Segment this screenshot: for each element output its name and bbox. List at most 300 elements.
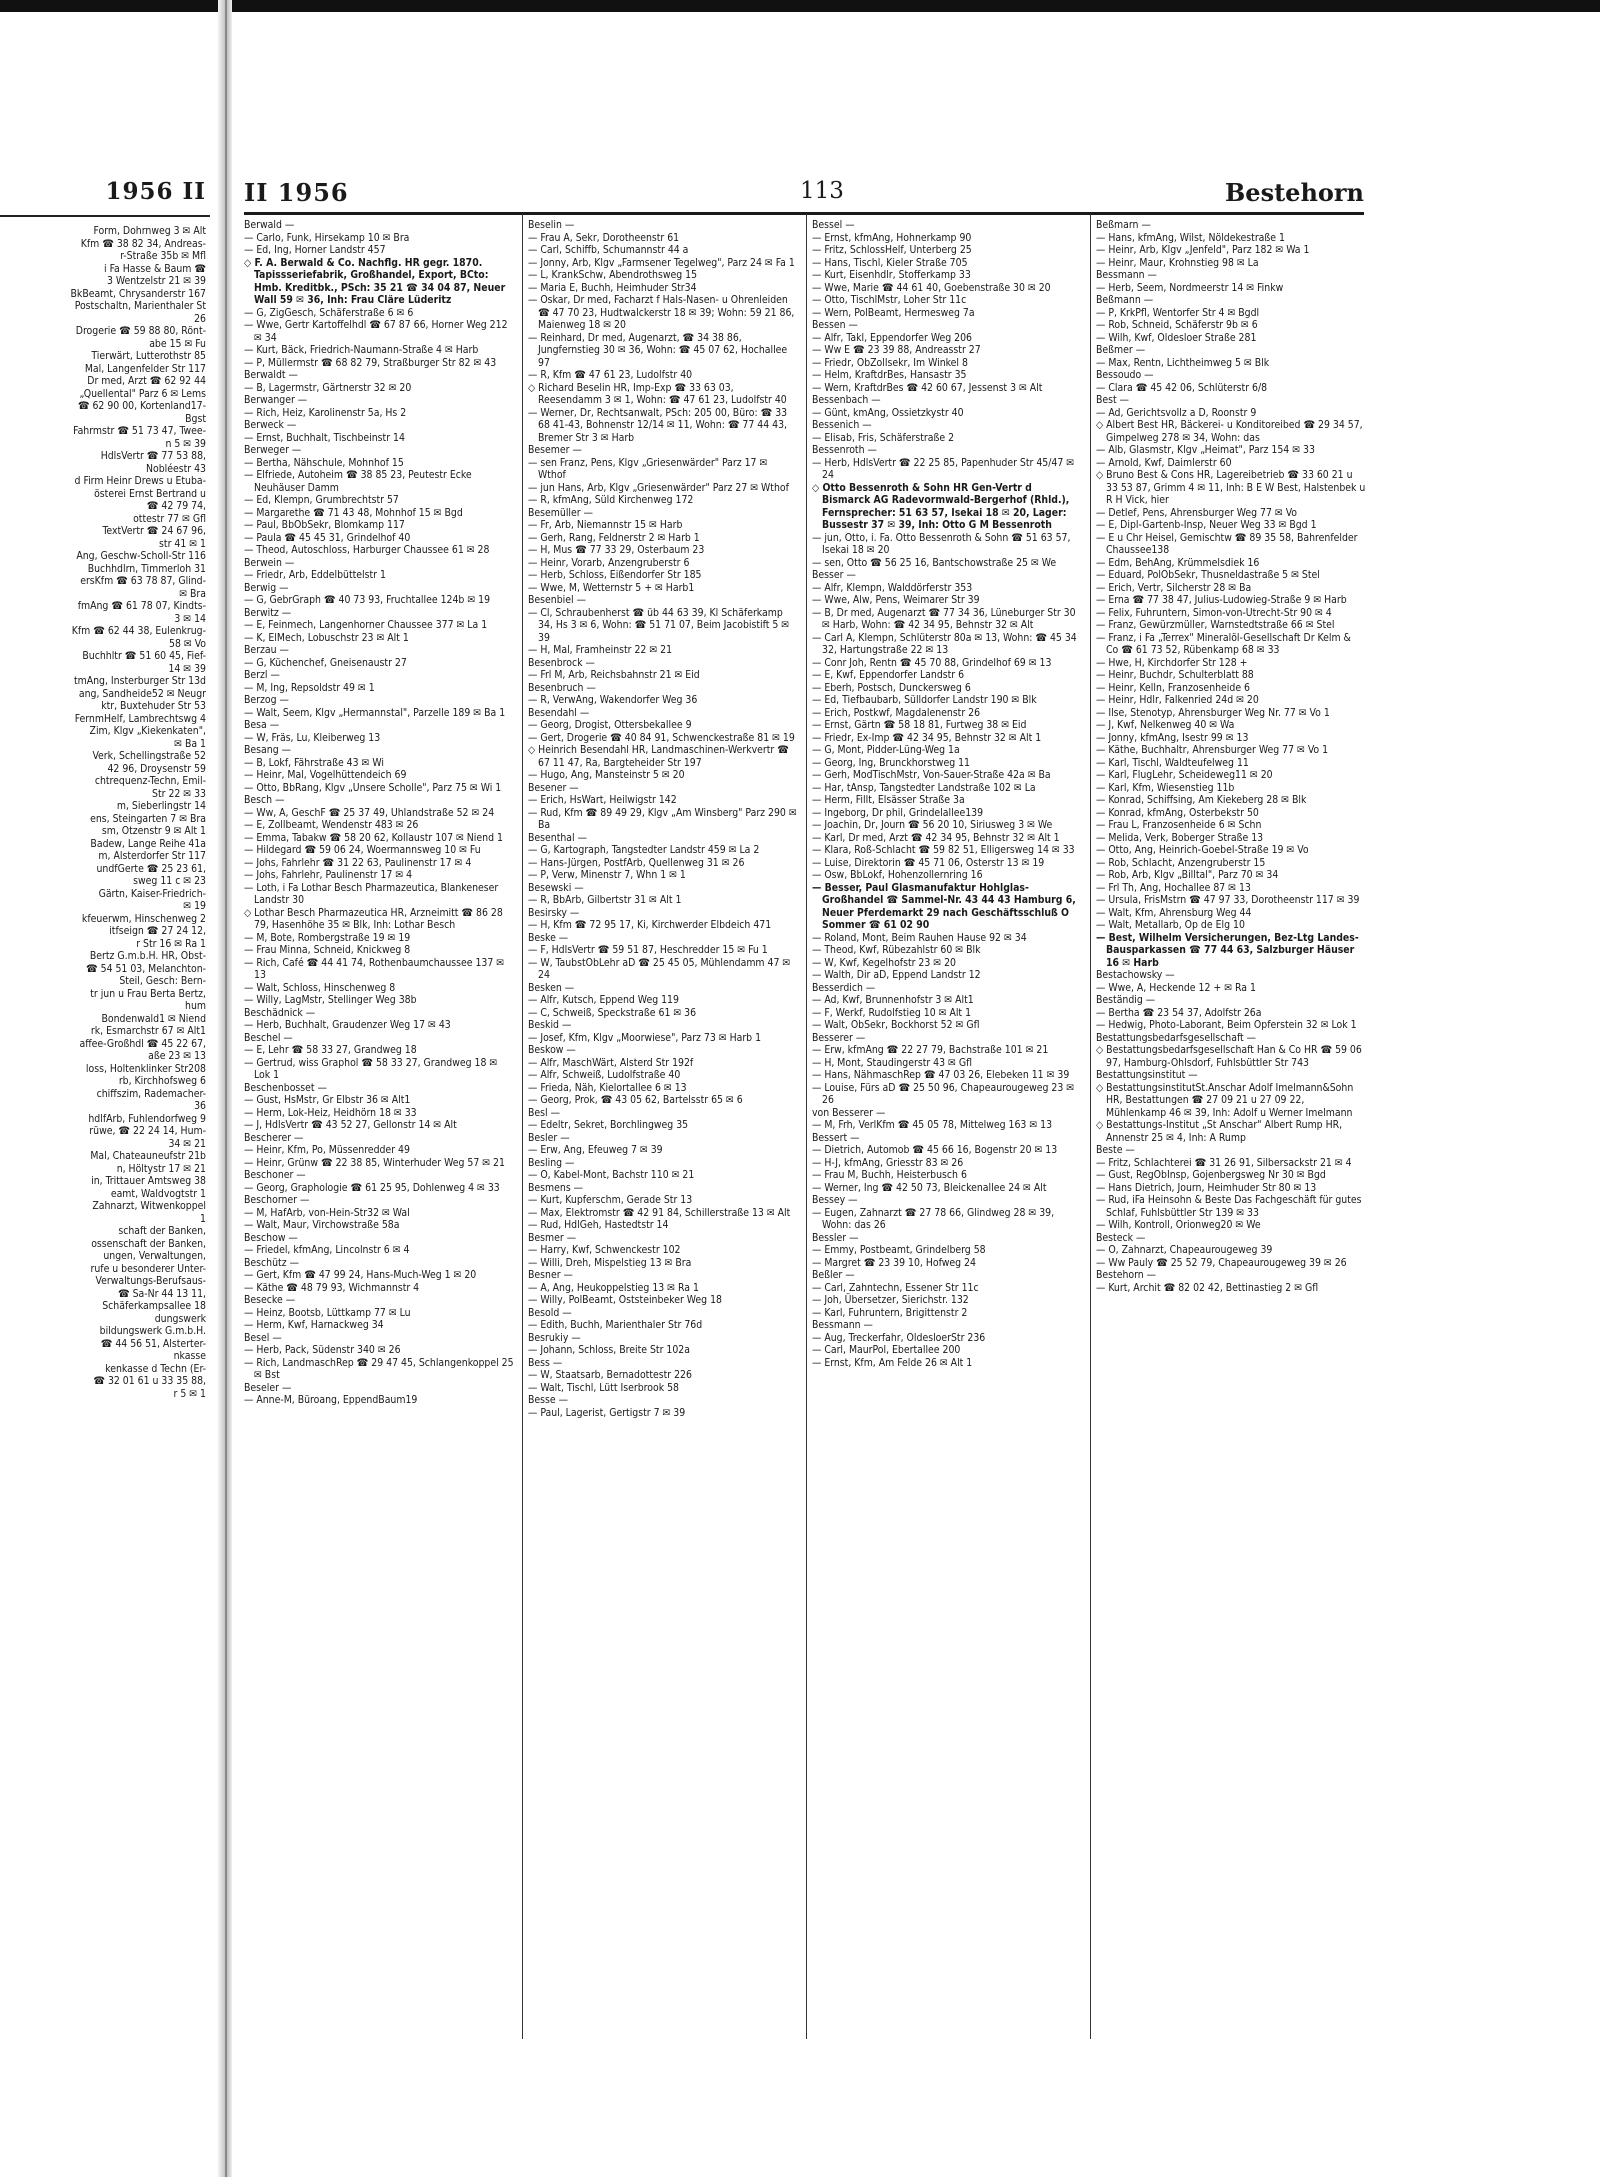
directory-entry: Besel — <box>244 1331 282 1344</box>
directory-entry: — M, Ing, Repsoldstr 49 ✉ 1 <box>244 681 375 694</box>
directory-entry: — Georg, Drogist, Ottersbekallee 9 <box>528 719 692 731</box>
directory-entry: — Willy, PolBeamt, Oststeinbeker Weg 18 <box>528 1294 722 1306</box>
previous-page-line: Str 22 ✉ 33 <box>152 787 206 800</box>
directory-entry: — Carl, Zahntechn, Essener Str 11c <box>812 1281 979 1294</box>
directory-entry: — Konrad, Schiffsing, Am Kiekeberg 28 ✉ Blk <box>1096 794 1307 806</box>
directory-entry: Bessler — <box>812 1231 859 1244</box>
directory-entry: Besmens — <box>528 1181 584 1194</box>
previous-page-line: hum <box>185 1000 206 1012</box>
previous-page-line: „Quellental" Parz 6 ✉ Lems <box>79 387 206 400</box>
directory-entry: Berwein — <box>244 556 295 569</box>
previous-page-line: Dr med, Arzt ☎ 62 92 44 <box>87 375 206 387</box>
previous-page-line: Kfm ☎ 62 44 38, Eulenkrug- <box>71 625 206 637</box>
previous-page-rule <box>0 215 210 217</box>
previous-page-line: n, Höltystr 17 ✉ 21 <box>116 1162 206 1175</box>
directory-entry: — B, Lagermstr, Gärtnerstr 32 ✉ 20 <box>244 381 412 394</box>
directory-entry: — Detlef, Pens, Ahrensburger Weg 77 ✉ Vo <box>1096 506 1298 519</box>
directory-entry: — Kurt, Kupferschm, Gerade Str 13 <box>528 1194 693 1206</box>
directory-entry: — Hwe, H, Kirchdorfer Str 128 + <box>1096 656 1248 669</box>
directory-entry: — Best, Wilhelm Versicherungen, Bez-Ltg Landes-Bausparkassen ☎ 77 44 63, Salzburger Häuser 16 ✉ Harb <box>1096 931 1359 969</box>
previous-page-line: ☎ Sa-Nr 44 13 11, <box>117 1287 206 1300</box>
directory-entry: — Paul, BbObSekr, Blomkamp 117 <box>244 519 405 531</box>
directory-entry: — Herb, Pack, Südenstr 340 ✉ 26 <box>244 1344 401 1356</box>
directory-entry: — R, BbArb, Gilbertstr 31 ✉ Alt 1 <box>528 894 682 906</box>
previous-page-line: 1 <box>200 1212 206 1225</box>
directory-entry: — Carlo, Funk, Hirsekamp 10 ✉ Bra <box>244 231 410 244</box>
directory-entry: — Konrad, kfmAng, Osterbekstr 50 <box>1096 806 1259 819</box>
directory-entry: — W, Fräs, Lu, Kleiberweg 13 <box>244 731 381 744</box>
directory-entry: — Carl, Schiffb, Schumannstr 44 a <box>528 244 689 256</box>
previous-page-line: Schäferkampsallee 18 <box>102 1300 206 1312</box>
previous-page-line: HdlsVertr ☎ 77 53 88, <box>100 450 206 462</box>
directory-entry: Beschorner — <box>244 1194 310 1206</box>
directory-entry: Berzog — <box>244 694 289 706</box>
directory-entry: — Erna ☎ 77 38 47, Julius-Ludowieg-Straße 9 ✉ Harb <box>1096 594 1347 606</box>
directory-entry: — Karl, Kfm, Wiesenstieg 11b <box>1096 781 1235 794</box>
directory-entry: ◇ BestattungsinstitutSt.Anschar Adolf Imelmann&Sohn HR, Bestattungen ☎ 27 09 21 u 27 09 22, Mühlenkamp 46 ✉ 39, Inh: Adolf u Werner Imelmann <box>1096 1081 1354 1119</box>
directory-entry: Besse — <box>528 1394 568 1406</box>
directory-entry: ◇ Otto Bessenroth & Sohn HR Gen-Vertr d Bismarck AG Radevormwald-Bergerhof (Rhld.), Fernsprecher: 51 63 57, Isekai 18 ✉ 20, Lager: Bussestr 37 ✉ 39, Inh: Otto G M Bessenroth <box>812 481 1070 531</box>
directory-entry: — Maria E, Buchh, Heimhuder Str34 <box>528 281 697 294</box>
directory-entry: — G, Mont, Pidder-Lüng-Weg 1a <box>812 744 960 756</box>
directory-entry: Beske — <box>528 931 569 944</box>
directory-entry: — Hans, kfmAng, Wilst, Nöldekestraße 1 <box>1096 231 1285 244</box>
directory-entry: — Walt, Metallarb, Op de Elg 10 <box>1096 919 1245 931</box>
directory-entry: — Besser, Paul Glasmanufaktur Hohlglas-Großhandel ☎ Sammel-Nr. 43 44 43 Hamburg 6, Neuer Pferdemarkt 29 nach Geschäftsschluß O Sommer ☎ 61 02 90 <box>812 881 1076 931</box>
previous-page-line: Form, Dohrnweg 3 ✉ Alt <box>93 225 206 237</box>
previous-page-line: rk, Esmarchstr 67 ✉ Alt1 <box>90 1025 206 1037</box>
directory-entry: — Reinhard, Dr med, Augenarzt, ☎ 34 38 86, Jungfernstieg 30 ✉ 36, Wohn: ☎ 45 07 62, Hochallee 97 <box>528 331 788 369</box>
directory-column-1 <box>244 219 514 1407</box>
directory-entry: — Otto, TischlMstr, Loher Str 11c <box>812 294 967 306</box>
previous-page-line: nkasse <box>173 1350 206 1362</box>
directory-entry: Bessmann — <box>1096 269 1157 281</box>
page-header <box>244 178 1364 212</box>
previous-page-line: Badew, Lange Reihe 41a <box>90 837 206 850</box>
directory-entry: — Georg, Prok, ☎ 43 05 62, Bartelsstr 65 ✉ 6 <box>528 1094 743 1106</box>
directory-entry: Beselin — <box>528 219 575 231</box>
directory-entry: — Dietrich, Automob ☎ 45 66 16, Bogenstr 20 ✉ 13 <box>812 1144 1058 1156</box>
directory-entry: — Hans, NähmaschRep ☎ 47 03 26, Elebeken 11 ✉ 39 <box>812 1069 1070 1081</box>
directory-entry: — Bertha, Nähschule, Mohnhof 15 <box>244 456 404 469</box>
directory-entry: ◇ F. A. Berwald & Co. Nachflg. HR gegr. 1870. Tapissseriefabrik, Großhandel, Export, BCto: Hmb. Kreditbk., PSch: 35 21 ☎ 34 04 87, Neuer Wall 59 ✉ 36, Inh: Frau Cläre Lüderitz <box>244 256 506 306</box>
directory-entry: — Ed, Tiefbaubarb, Sülldorfer Landstr 190 ✉ Blk <box>812 694 1037 706</box>
directory-entry: Bessoudo — <box>1096 369 1154 381</box>
directory-entry: — Herb, Seem, Nordmeerstr 14 ✉ Finkw <box>1096 281 1284 294</box>
directory-entry: — Fr, Arb, Niemannstr 15 ✉ Harb <box>528 519 683 531</box>
directory-entry: — Frau A, Sekr, Dorotheenstr 61 <box>528 231 680 244</box>
directory-entry: Beßmann — <box>1096 294 1154 306</box>
previous-page-line: m, Sieberlingstr 14 <box>116 800 206 812</box>
directory-entry: Besrukiy — <box>528 1331 581 1344</box>
directory-entry: Besewski — <box>528 881 584 894</box>
directory-entry: Besner — <box>528 1269 573 1281</box>
directory-entry: Bestattungsinstitut — <box>1096 1069 1198 1081</box>
previous-page-line: affee-Großhdl ☎ 45 22 67, <box>79 1037 206 1050</box>
directory-entry: — Heinr, Hdlr, Falkenried 24d ✉ 20 <box>1096 694 1259 706</box>
previous-page-line: Zahnarzt, Witwenkoppel <box>92 1200 206 1212</box>
directory-entry: — Heinr, Maur, Krohnstieg 98 ✉ La <box>1096 256 1259 269</box>
directory-entry: Beßler — <box>812 1269 855 1281</box>
previous-page-line: undfGerte ☎ 25 23 61, <box>96 862 206 875</box>
directory-entry: — Rob, Schlacht, Anzengruberstr 15 <box>1096 856 1266 869</box>
directory-entry: — C, Schweiß, Speckstraße 61 ✉ 36 <box>528 1006 697 1019</box>
previous-page-line: Steil, Gesch: Bern- <box>119 975 206 987</box>
directory-entry: ◇ Bruno Best & Cons HR, Lagereibetrieb ☎ 33 60 21 u 33 53 87, Grimm 4 ✉ 11, Inh: B E W Best, Halstenbek u R H Vick, hier <box>1096 469 1366 506</box>
directory-entry: — Herm, Lok-Heiz, Heidhörn 18 ✉ 33 <box>244 1106 417 1119</box>
directory-entry: — Alfr, Kutsch, Eppend Weg 119 <box>528 994 679 1006</box>
directory-entry: — Heinr, Kfm, Po, Müssenredder 49 <box>244 1144 410 1156</box>
directory-entry: — Felix, Fuhruntern, Simon-von-Utrecht-Str 90 ✉ 4 <box>1096 606 1332 619</box>
directory-entry: — Ww, A, GeschF ☎ 25 37 49, Uhlandstraße 52 ✉ 24 <box>244 806 495 819</box>
previous-page-line: BkBeamt, Chrysanderstr 167 <box>70 287 206 300</box>
directory-entry: Berzl — <box>244 669 280 681</box>
directory-entry: Besmer — <box>528 1231 577 1244</box>
directory-entry: — Hedwig, Photo-Laborant, Beim Opferstein 32 ✉ Lok 1 <box>1096 1019 1357 1031</box>
directory-entry: — W, Staatsarb, Bernadottestr 226 <box>528 1369 692 1381</box>
directory-entry: Berwanger — <box>244 394 308 406</box>
directory-entry: — Heinr, Arb, Klgv „Jenfeld", Parz 182 ✉ Wa 1 <box>1096 244 1310 256</box>
previous-page-line: Ang, Geschw-Scholl-Str 116 <box>76 550 206 562</box>
directory-entry: — Friedr, Arb, Eddelbüttelstr 1 <box>244 569 386 581</box>
directory-entry: — Melida, Verk, Boberger Straße 13 <box>1096 831 1264 844</box>
directory-entry: — Theod, Kwf, Rübezahlstr 60 ✉ Blk <box>812 944 981 956</box>
previous-page-line: ☎ 44 56 51, Alsterter- <box>100 1337 206 1350</box>
directory-entry: — Max, Elektromstr ☎ 42 91 84, Schillerstraße 13 ✉ Alt <box>528 1206 791 1219</box>
directory-entry: — Hans Dietrich, Journ, Heimhuder Str 80 ✉ 13 <box>1096 1181 1317 1194</box>
directory-entry: — Hugo, Ang, Mansteinstr 5 ✉ 20 <box>528 769 685 781</box>
directory-entry: — Ad, Gerichtsvollz a D, Roonstr 9 <box>1096 406 1257 419</box>
directory-entry: — Edith, Buchh, Marienthaler Str 76d <box>528 1319 703 1331</box>
previous-page-line: ✉ 19 <box>183 900 206 912</box>
directory-entry: — Margarethe ☎ 71 43 48, Mohnhof 15 ✉ Bgd <box>244 506 463 519</box>
directory-entry: Besold — <box>528 1306 572 1319</box>
directory-entry: Beschow — <box>244 1231 298 1244</box>
directory-column-3 <box>812 219 1082 1369</box>
previous-page-line: FernmHelf, Lambrechtswg 4 <box>74 712 206 725</box>
directory-entry: — G, ZigGesch, Schäferstraße 6 ✉ 6 <box>244 306 414 319</box>
directory-entry: — Ursula, FrisMstrn ☎ 47 97 33, Dorotheenstr 117 ✉ 39 <box>1096 894 1360 906</box>
directory-entry: — Ed, Klempn, Grumbrechtstr 57 <box>244 494 399 506</box>
directory-entry: Besserdich — <box>812 981 876 994</box>
column-divider-3 <box>1090 214 1091 2039</box>
directory-entry: — Frl Th, Ang, Hochallee 87 ✉ 13 <box>1096 881 1251 894</box>
directory-entry: — Ernst, Gärtn ☎ 58 18 81, Furtweg 38 ✉ Eid <box>812 719 1027 731</box>
previous-page-line: 3 ✉ 14 <box>174 612 206 625</box>
directory-entry: — Heinz, Bootsb, Lüttkamp 77 ✉ Lu <box>244 1306 411 1319</box>
directory-entry: — Walth, Dir aD, Eppend Landstr 12 <box>812 969 981 981</box>
directory-entry: — Elisab, Fris, Schäferstraße 2 <box>812 431 955 444</box>
directory-entry: — Erich, HsWart, Heilwigstr 142 <box>528 794 677 806</box>
previous-page-line: i Fa Hasse & Baum ☎ <box>104 262 206 275</box>
previous-page-line: Gärtn, Kaiser-Friedrich- <box>98 887 206 900</box>
directory-entry: — Eduard, PolObSekr, Thusneldastraße 5 ✉ Stel <box>1096 569 1320 581</box>
directory-entry: — Friedr, Ex-Imp ☎ 42 34 95, Behnstr 32 ✉ Alt 1 <box>812 731 1042 744</box>
directory-entry: Bessel — <box>812 219 855 231</box>
directory-entry: — Frieda, Näh, Kielortallee 6 ✉ 13 <box>528 1081 687 1094</box>
directory-entry: — Helm, KraftdrBes, Hansastr 35 <box>812 369 967 381</box>
previous-page-line: rufe u besonderer Unter- <box>90 1262 206 1275</box>
directory-entry: — Walt, Seem, Klgv „Hermannstal", Parzelle 189 ✉ Ba 1 <box>244 706 506 719</box>
directory-entry: ◇ Richard Beselin HR, Imp-Exp ☎ 33 63 03, Reesendamm 3 ✉ 1, Wohn: ☎ 47 61 23, Ludolfstr 40 <box>528 381 787 406</box>
directory-entry: Besenthal — <box>528 831 587 844</box>
directory-entry: — A, Ang, Heukoppelstieg 13 ✉ Ra 1 <box>528 1281 699 1294</box>
previous-page-line: Mal, Langenfelder Str 117 <box>84 362 206 375</box>
directory-entry: — Wwe, Marie ☎ 44 61 40, Goebenstraße 30 ✉ 20 <box>812 281 1051 294</box>
directory-entry: — Werner, Ing ☎ 42 50 73, Bleickenallee 24 ✉ Alt <box>812 1181 1047 1194</box>
directory-column-2 <box>528 219 798 1419</box>
previous-page-line: abe 15 ✉ Fu <box>149 337 206 350</box>
directory-entry: — Werner, Dr, Rechtsanwalt, PSch: 205 00, Büro: ☎ 33 68 41-43, Bohnenstr 12/14 ✉ 11, Wohn: ☎ 77 44 43, Bremer Str 3 ✉ Harb <box>528 406 788 444</box>
directory-entry: — Jonny, Arb, Klgv „Farmsener Tegelweg", Parz 24 ✉ Fa 1 <box>528 256 795 269</box>
directory-entry: Berwald — <box>244 219 295 231</box>
directory-entry: — Rich, Café ☎ 44 41 74, Rothenbaumchaussee 137 ✉ 13 <box>244 956 505 981</box>
directory-entry: — Franz, i Fa „Terrex" Mineralöl-Gesellschaft Dr Kelm & Co ☎ 61 73 52, Rübenkamp 68 ✉ 33 <box>1096 631 1351 656</box>
directory-entry: — Eberh, Postsch, Dunckersweg 6 <box>812 681 971 694</box>
previous-page-line: dungswerk <box>154 1312 206 1325</box>
directory-entry: — Wwe, Alw, Pens, Weimarer Str 39 <box>812 594 980 606</box>
directory-entry: — Wilh, Kontroll, Orionweg20 ✉ We <box>1096 1219 1261 1231</box>
previous-page-line: 58 ✉ Vo <box>169 637 206 650</box>
previous-page-fragment <box>0 170 218 2160</box>
directory-entry: — Johann, Schloss, Breite Str 102a <box>528 1344 690 1356</box>
directory-entry: — O, Zahnarzt, Chapeaurougeweg 39 <box>1096 1244 1273 1256</box>
previous-page-line: ens, Steingarten 7 ✉ Bra <box>90 812 206 825</box>
directory-entry: Bessenroth — <box>812 444 877 456</box>
directory-entry: — Ed, Ing, Horner Landstr 457 <box>244 244 386 256</box>
previous-page-line: fmAng ☎ 61 78 07, Kindts- <box>77 600 206 612</box>
directory-entry: Beständig — <box>1096 994 1156 1006</box>
directory-entry: — Karl, Tischl, Waldteufelweg 11 <box>1096 756 1249 769</box>
directory-entry: — Heinr, Grünw ☎ 22 38 85, Winterhuder Weg 57 ✉ 21 <box>244 1156 505 1169</box>
previous-page-line: ang, Sandheide52 ✉ Neugr <box>78 687 206 700</box>
directory-entry: — Karl, Dr med, Arzt ☎ 42 34 95, Behnstr 32 ✉ Alt 1 <box>812 831 1060 844</box>
directory-entry: — Wwe, M, Wetternstr 5 + ✉ Harb1 <box>528 581 695 594</box>
directory-entry: — Otto, BbRang, Klgv „Unsere Scholle", Parz 75 ✉ Wi 1 <box>244 781 502 794</box>
directory-entry: Beschenbosset — <box>244 1081 327 1094</box>
previous-page-line: Bgst <box>185 412 206 425</box>
directory-entry: — Louise, Fürs aD ☎ 25 50 96, Chapeaurougeweg 23 ✉ 26 <box>812 1081 1075 1106</box>
directory-entry: — Franz, Gewürzmüller, Warnstedtstraße 66 ✉ Stel <box>1096 619 1335 631</box>
directory-entry: — Rich, LandmaschRep ☎ 29 47 45, Schlangenkoppel 25 ✉ Bst <box>244 1356 514 1381</box>
previous-page-line: österei Ernst Bertrand u <box>94 487 206 500</box>
directory-entry: — Conr Joh, Rentn ☎ 45 70 88, Grindelhof 69 ✉ 13 <box>812 656 1052 669</box>
directory-entry: — Walt, Schloss, Hinschenweg 8 <box>244 981 396 994</box>
directory-entry: — jun Hans, Arb, Klgv „Griesenwärder" Parz 27 ✉ Wthof <box>528 481 789 494</box>
previous-page-line: ungen, Verwaltungen, <box>103 1250 206 1262</box>
directory-entry: Bessen — <box>812 319 858 331</box>
previous-page-line: Buchhltr ☎ 51 60 45, Fief- <box>82 650 206 662</box>
directory-entry: — H, Mus ☎ 77 33 29, Osterbaum 23 <box>528 544 705 556</box>
directory-entry: — Max, Rentn, Lichtheimweg 5 ✉ Blk <box>1096 356 1270 369</box>
directory-entry: — Karl, Fuhruntern, Brigittenstr 2 <box>812 1306 968 1319</box>
directory-entry: — Fritz, SchlossHelf, Unterberg 25 <box>812 244 972 256</box>
directory-entry: — Alfr, Schweiß, Ludolfstraße 40 <box>528 1069 681 1081</box>
directory-entry: Berwitz — <box>244 606 292 619</box>
directory-entry: ◇ Albert Best HR, Bäckerei- u Konditoreibed ☎ 29 34 57, Gimpelweg 278 ✉ 34, Wohn: das <box>1096 419 1363 444</box>
directory-entry: — Ww Pauly ☎ 25 52 79, Chapeaurougeweg 39 ✉ 26 <box>1096 1256 1347 1269</box>
previous-page-line: ☎ 32 01 61 u 33 35 88, <box>93 1375 206 1387</box>
directory-entry: Berweger — <box>244 444 302 456</box>
directory-entry: Besenbrock — <box>528 656 595 669</box>
previous-page-line: Bertz G.m.b.H. HR, Obst- <box>89 950 206 962</box>
directory-entry: — Frau M, Buchh, Heisterbusch 6 <box>812 1169 967 1181</box>
directory-entry: — Heinr, Mal, Vogelhüttendeich 69 <box>244 769 407 781</box>
directory-entry: Besa — <box>244 719 280 731</box>
directory-entry: Bestattungsbedarfsgesellschaft — <box>1096 1031 1257 1044</box>
directory-entry: Bescherer — <box>244 1131 304 1144</box>
directory-entry: — Emma, Tabakw ☎ 58 20 62, Kollaustr 107 ✉ Niend 1 <box>244 831 503 844</box>
directory-entry: — Hildegard ☎ 59 06 24, Woermannsweg 10 ✉ Fu <box>244 844 481 856</box>
directory-entry: — Hans, Tischl, Kieler Straße 705 <box>812 256 968 269</box>
directory-entry: — sen Franz, Pens, Klgv „Griesenwärder" Parz 17 ✉ Wthof <box>528 456 768 481</box>
directory-entry: — Eugen, Zahnarzt ☎ 27 78 66, Glindweg 28 ✉ 39, Wohn: das 26 <box>812 1206 1055 1231</box>
directory-entry: — Friedr, ObZollsekr, Im Winkel 8 <box>812 356 968 369</box>
directory-entry: — Osw, BbLokf, Hohenzollernring 16 <box>812 869 983 881</box>
directory-entry: — Willy, LagMstr, Stellinger Weg 38b <box>244 994 417 1006</box>
directory-entry: — Georg, Ing, Brunckhorstweg 11 <box>812 756 970 769</box>
directory-entry: ◇ Bestattungs-Institut „St Anschar" Albert Rump HR, Annenstr 25 ✉ 4, Inh: A Rump <box>1096 1119 1343 1144</box>
directory-entry: — Rob, Schneid, Schäferstr 9b ✉ 6 <box>1096 319 1258 331</box>
directory-entry: — Erich, Vertr, Silcherstr 28 ✉ Ba <box>1096 581 1252 594</box>
directory-entry: — Wilh, Kwf, Oldesloer Straße 281 <box>1096 331 1257 344</box>
directory-entry: — Walt, ObSekr, Bockhorst 52 ✉ Gfl <box>812 1019 980 1031</box>
previous-page-header: 1956 II <box>105 178 206 205</box>
directory-entry: Besener — <box>528 781 579 794</box>
directory-entry: Berweck — <box>244 419 297 431</box>
previous-page-line: ☎ 54 51 03, Melanchton- <box>86 962 206 975</box>
previous-page-line: m, Alsterdorfer Str 117 <box>98 850 206 862</box>
directory-entry: Bessert — <box>812 1131 860 1144</box>
directory-entry: — H-J, kfmAng, Griesstr 83 ✉ 26 <box>812 1156 964 1169</box>
directory-entry: — Johs, Fahrlehr ☎ 31 22 63, Paulinenstr 17 ✉ 4 <box>244 856 472 869</box>
directory-entry: Beßmarn — <box>1096 219 1151 231</box>
previous-page-line: ossenschaft der Banken, <box>91 1237 206 1250</box>
directory-entry: — Karl, FlugLehr, Scheideweg11 ✉ 20 <box>1096 769 1273 781</box>
directory-entry: — Fritz, Schlachterei ☎ 31 26 91, Silbersackstr 21 ✉ 4 <box>1096 1156 1352 1169</box>
directory-entry: — Walt, Maur, Virchowstraße 58a <box>244 1219 400 1231</box>
directory-entry: Besecke — <box>244 1294 296 1306</box>
directory-entry: — E, Dipl-Gartenb-Insp, Neuer Weg 33 ✉ Bgd 1 <box>1096 519 1317 531</box>
directory-entry: — J, HdlsVertr ☎ 43 52 27, Gellonstr 14 ✉ Alt <box>244 1119 457 1131</box>
directory-entry: — Frl M, Arb, Reichsbahnstr 21 ✉ Eid <box>528 669 700 681</box>
directory-entry: — R, Kfm ☎ 47 61 23, Ludolfstr 40 <box>528 369 693 381</box>
previous-page-line: Tierwärt, Lutterothstr 85 <box>91 350 206 362</box>
directory-entry: — W, Kwf, Kegelhofstr 23 ✉ 20 <box>812 956 956 969</box>
previous-page-line: 3 Wentzelstr 21 ✉ 39 <box>106 275 206 287</box>
directory-entry: — M, Bote, Rombergstraße 19 ✉ 19 <box>244 931 411 944</box>
directory-entry: — Frau L, Franzosenheide 6 ✉ Schn <box>1096 819 1262 831</box>
directory-entry: — Kurt, Eisenhdlr, Stofferkamp 33 <box>812 269 971 281</box>
directory-entry: Bessenbach — <box>812 394 881 406</box>
directory-entry: ◇ Lothar Besch Pharmazeutica HR, Arzneimitt ☎ 86 28 79, Hasenhöhe 35 ✉ Blk, Inh: Lothar Besch <box>244 906 503 931</box>
directory-entry: — Wwe, Gertr Kartoffelhdl ☎ 67 87 66, Horner Weg 212 ✉ 34 <box>244 319 508 344</box>
previous-page-line: rb, Kirchhofsweg 6 <box>118 1075 206 1087</box>
previous-page-line: Drogerie ☎ 59 88 80, Rönt- <box>75 325 206 337</box>
previous-page-line: loss, Holtenklinker Str208 <box>85 1062 206 1075</box>
directory-entry: ◇ Heinrich Besendahl HR, Landmaschinen-Werkvertr ☎ 67 11 47, Ra, Bargteheider Str 197 <box>528 744 789 769</box>
previous-page-line: r-Straße 35b ✉ Mfl <box>120 250 206 262</box>
directory-entry: — Clara ☎ 45 42 06, Schlüterstr 6/8 <box>1096 381 1268 394</box>
directory-entry: — Harry, Kwf, Schwenckestr 102 <box>528 1244 681 1256</box>
previous-page-line: schaft der Banken, <box>118 1225 206 1237</box>
directory-entry: — Elfriede, Autoheim ☎ 38 85 23, Peutestr Ecke Neuhäuser Damm <box>244 469 472 494</box>
directory-entry: — E, Kwf, Eppendorfer Landstr 6 <box>812 669 965 681</box>
directory-entry: — Ernst, kfmAng, Hohnerkamp 90 <box>812 231 972 244</box>
previous-page-line: ottestr 77 ✉ Gfl <box>133 512 206 525</box>
directory-entry: Besirsky — <box>528 906 580 919</box>
directory-entry: Besendahl — <box>528 706 590 719</box>
directory-entry: — Klara, Roß-Schlacht ☎ 59 82 51, Elligersweg 14 ✉ 33 <box>812 844 1075 856</box>
directory-entry: — E, Zollbeamt, Wendenstr 483 ✉ 26 <box>244 819 419 831</box>
directory-entry: — Har, tAnsp, Tangstedter Landstraße 102 ✉ La <box>812 781 1036 794</box>
directory-entry: — Herb, HdlsVertr ☎ 22 25 85, Papenhuder Str 45/47 ✉ 24 <box>812 456 1075 481</box>
directory-entry: — E u Chr Heisel, Gemischtw ☎ 89 35 58, Bahrenfelder Chaussee138 <box>1096 531 1358 556</box>
directory-entry: — Frau Minna, Schneid, Knickweg 8 <box>244 944 411 956</box>
directory-entry: — Gust, RegObInsp, Gojenbergsweg Nr 30 ✉ Bgd <box>1096 1169 1326 1181</box>
previous-page-line: chiffszim, Rademacher- <box>96 1087 206 1100</box>
directory-entry: — Herm, Kwf, Harnackweg 34 <box>244 1319 384 1331</box>
previous-page-line: Bondenwald1 ✉ Niend <box>101 1012 206 1025</box>
directory-entry: — P, KrkPfl, Wentorfer Str 4 ✉ Bgdl <box>1096 306 1260 319</box>
previous-page-line: ersKfm ☎ 63 78 87, Glind- <box>80 575 206 587</box>
previous-page-line: tr jun u Frau Berta Bertz, <box>90 987 206 1000</box>
directory-entry: — Rich, Heiz, Karolinenstr 5a, Hs 2 <box>244 406 407 419</box>
directory-entry: Bess — <box>528 1356 563 1369</box>
directory-entry: Besang — <box>244 744 291 756</box>
directory-entry: Besemer — <box>528 444 582 456</box>
previous-page-line: in, Trittauer Amtsweg 38 <box>91 1175 206 1187</box>
directory-entry: — Aug, Treckerfahr, OldesloerStr 236 <box>812 1331 986 1344</box>
directory-entry: — Hans-Jürgen, PostfArb, Quellenweg 31 ✉ 26 <box>528 856 745 869</box>
directory-entry: — F, HdlsVertr ☎ 59 51 87, Heschredder 15 ✉ Fu 1 <box>528 944 768 956</box>
directory-entry: — Alfr, Takl, Eppendorfer Weg 206 <box>812 331 972 344</box>
directory-entry: — W, TaubstObLehr aD ☎ 25 45 05, Mühlendamm 47 ✉ 24 <box>528 956 791 981</box>
column-divider-2 <box>806 214 807 2039</box>
directory-entry: — Friedel, kfmAng, Lincolnstr 6 ✉ 4 <box>244 1244 410 1256</box>
previous-page-line: tmAng, Insterburger Str 13d <box>73 675 206 687</box>
directory-entry: Beseler — <box>244 1381 292 1394</box>
directory-entry: — Alfr, MaschWärt, Alsterd Str 192f <box>528 1056 694 1069</box>
previous-page-line: 26 <box>194 312 206 325</box>
previous-page-line: rüwe, ☎ 22 24 14, Hum- <box>89 1125 206 1137</box>
previous-page-line: itfseign ☎ 27 24 12, <box>109 925 206 937</box>
previous-page-line: sweg 11 c ✉ 23 <box>133 875 206 887</box>
directory-entry: — R, VerwAng, Wakendorfer Weg 36 <box>528 694 698 706</box>
directory-entry: — Anne-M, Büroang, EppendBaum19 <box>244 1394 418 1406</box>
directory-entry: Beschoner — <box>244 1169 306 1181</box>
directory-entry: Besenbruch — <box>528 681 596 694</box>
directory-entry: — Oskar, Dr med, Facharzt f Hals-Nasen- u Ohrenleiden ☎ 47 70 23, Hudtwalckerstr 18 ✉ 39; Wohn: 59 21 86, Maienweg 18 ✉ 20 <box>528 294 795 331</box>
directory-entry: — Carl A, Klempn, Schlüterstr 80a ✉ 13, Wohn: ☎ 45 34 32, Hartungstraße 22 ✉ 13 <box>812 631 1077 656</box>
directory-entry: — Rud, HdlGeh, Hastedtstr 14 <box>528 1219 669 1231</box>
previous-page-line: kfeuerwm, Hinschenweg 2 <box>81 912 206 925</box>
directory-entry: — Walt, Tischl, Lütt Iserbrook 58 <box>528 1381 679 1394</box>
directory-entry: — Wern, PolBeamt, Hermesweg 7a <box>812 306 975 319</box>
directory-entry: — Wwe, A, Heckende 12 + ✉ Ra 1 <box>1096 981 1256 994</box>
directory-entry: — Käthe, Buchhaltr, Ahrensburger Weg 77 ✉ Vo 1 <box>1096 744 1329 756</box>
directory-entry: — Gert, Kfm ☎ 47 99 24, Hans-Much-Weg 1 ✉ 20 <box>244 1269 477 1281</box>
previous-page-line: hdlfArb, Fuhlendorfweg 9 <box>88 1112 206 1125</box>
directory-entry: — sen, Otto ☎ 56 25 16, Bantschowstraße 25 ✉ We <box>812 556 1057 569</box>
directory-column-4 <box>1096 219 1366 1294</box>
directory-entry: Besser — <box>812 569 856 581</box>
directory-entry: — Willi, Dreh, Mispelstieg 13 ✉ Bra <box>528 1256 692 1269</box>
directory-entry: — Otto, Ang, Heinrich-Goebel-Straße 19 ✉ Vo <box>1096 844 1309 856</box>
directory-entry: — K, ElMech, Lobuschstr 23 ✉ Alt 1 <box>244 631 409 644</box>
directory-entry: Beschel — <box>244 1031 293 1044</box>
directory-entry: — E, Feinmech, Langenhorner Chaussee 377 ✉ La 1 <box>244 619 488 631</box>
